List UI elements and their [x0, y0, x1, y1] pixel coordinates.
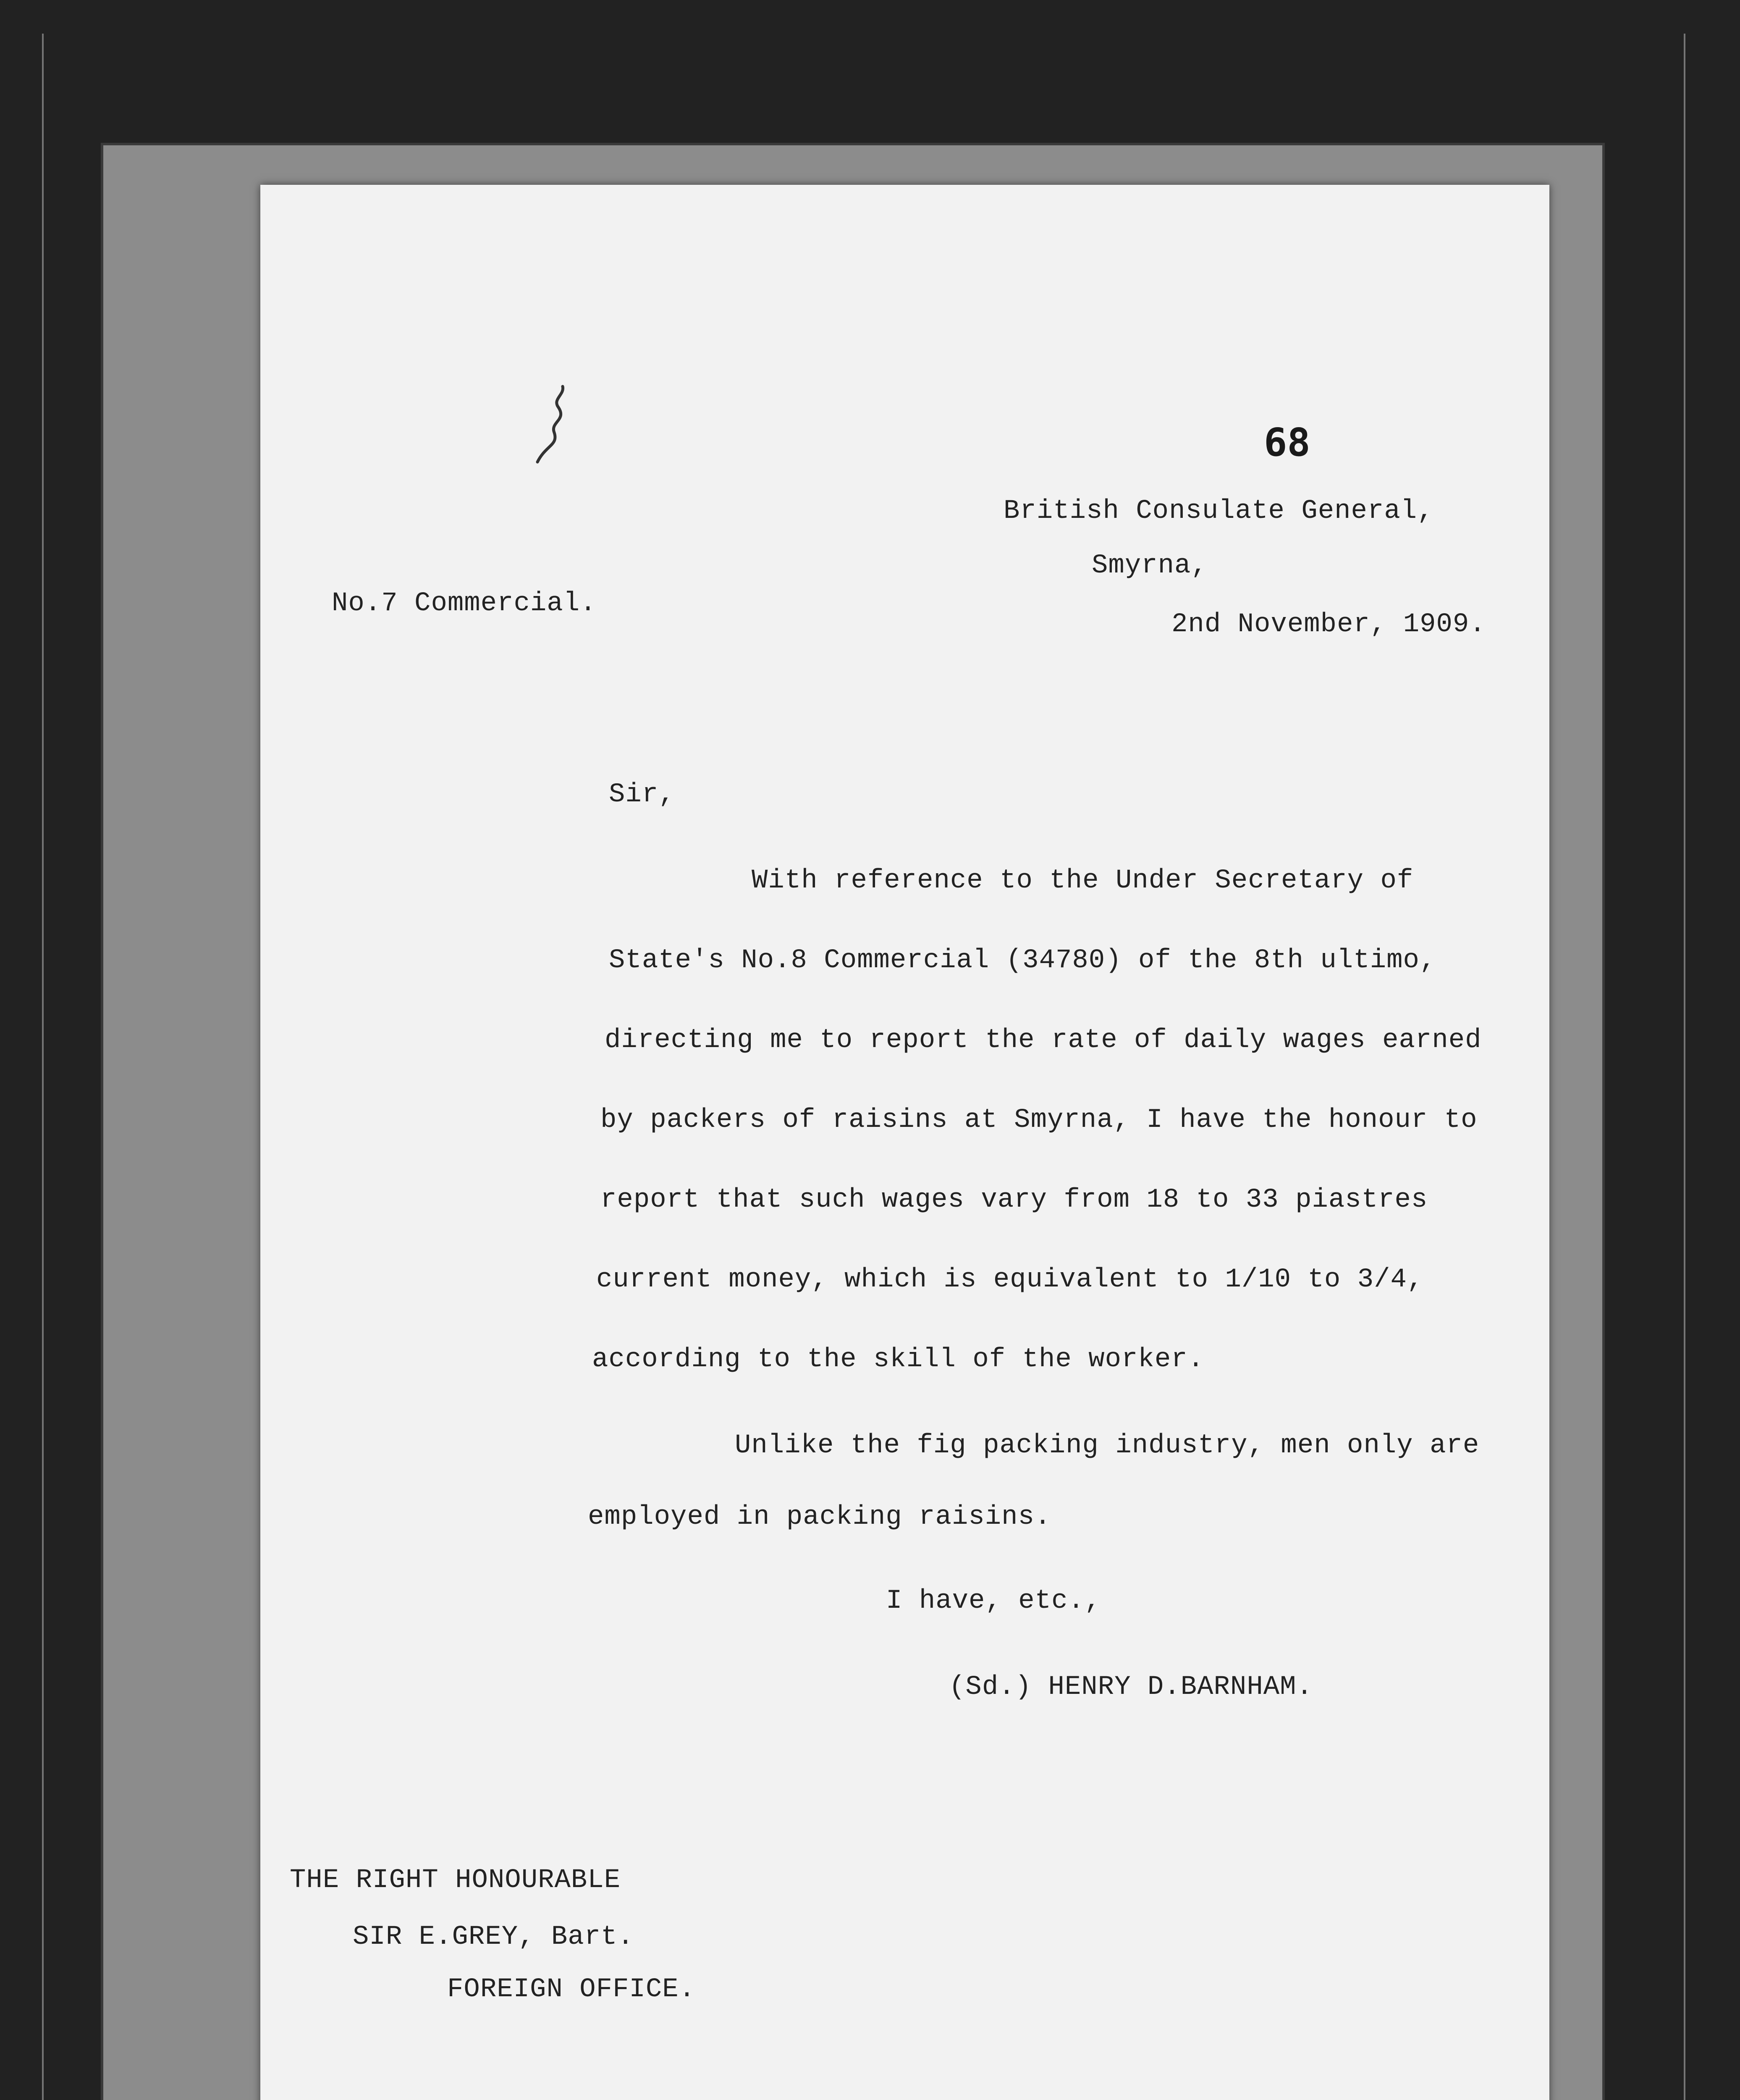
folio-number: 68 [1264, 420, 1310, 465]
header-consulate: British Consulate General, [1004, 496, 1434, 526]
header-date: 2nd November, 1909. [1171, 609, 1486, 640]
header-city: Smyrna, [1092, 551, 1208, 581]
body-line: report that such wages vary from 18 to 33 piastres [600, 1185, 1428, 1215]
body-line: current money, which is equivalent to 1/10 to 3/4, [596, 1265, 1424, 1295]
body-line: With reference to the Under Secretary of [752, 866, 1414, 896]
reference-number: No.7 Commercial. [332, 588, 597, 619]
frame-line-right [1684, 34, 1685, 2100]
body-line: directing me to report the rate of daily wages earned [605, 1025, 1482, 1055]
signature: (Sd.) HENRY D.BARNHAM. [949, 1672, 1313, 1702]
frame-line-left [42, 34, 44, 2100]
body-line: according to the skill of the worker. [592, 1344, 1205, 1375]
addressee-name: SIR E.GREY, Bart. [353, 1922, 634, 1952]
addressee-office: FOREIGN OFFICE. [447, 1974, 696, 2005]
salutation: Sir, [609, 780, 675, 810]
closing: I have, etc., [886, 1586, 1101, 1616]
margin-handwritten-note [529, 382, 575, 466]
body-line: by packers of raisins at Smyrna, I have the honour to [600, 1105, 1478, 1135]
letter-sheet [260, 185, 1549, 2100]
body-line: Unlike the fig packing industry, men only are [735, 1431, 1480, 1461]
body-line: employed in packing raisins. [588, 1502, 1051, 1532]
addressee-title: THE RIGHT HONOURABLE [290, 1865, 621, 1895]
body-line: State's No.8 Commercial (34780) of the 8th ultimo, [609, 945, 1436, 976]
